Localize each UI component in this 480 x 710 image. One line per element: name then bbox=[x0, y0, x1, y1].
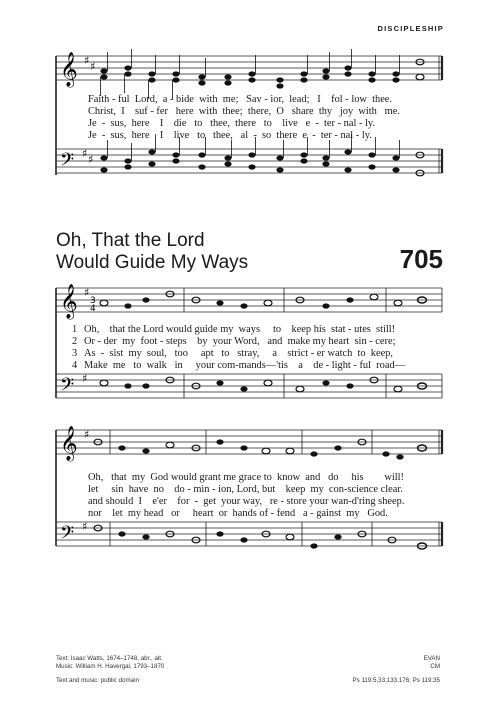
top-bass-staff bbox=[56, 149, 442, 173]
lyric-text: Or - der my foot - steps by your Word, and make my heart sin - cere; bbox=[84, 336, 396, 347]
credits bbox=[56, 655, 164, 671]
s1-bass-notes bbox=[100, 377, 427, 392]
verse-number: 4 bbox=[72, 360, 78, 371]
svg-text:𝄞: 𝄞 bbox=[60, 284, 78, 319]
system1-lyrics bbox=[72, 324, 442, 374]
verse-number: 1 bbox=[72, 324, 78, 335]
hymn-title bbox=[56, 230, 248, 274]
hymn-title-line-2: Would Guide My Ways bbox=[56, 252, 249, 273]
lyric-line: Oh, that my God would grant me grace to know and do his will! bbox=[88, 472, 405, 483]
svg-text:♯: ♯ bbox=[84, 428, 90, 441]
system2-lyrics bbox=[88, 472, 443, 522]
lyric-line bbox=[72, 360, 405, 372]
music-credit: Music: William H. Havergal, 1793–1870 bbox=[56, 663, 165, 670]
verse-number: 2 bbox=[72, 336, 78, 347]
lyric-text: Oh, that the Lord would guide my ways to keep his stat - utes still! bbox=[84, 324, 396, 335]
hymn-number: 705 bbox=[399, 244, 443, 274]
scripture-refs: Ps 119:5,33,133,176; Ps 119:35 bbox=[352, 677, 440, 684]
verse-number: 3 bbox=[72, 348, 78, 359]
copyright: Text and music: public domain bbox=[56, 677, 139, 684]
svg-text:♯: ♯ bbox=[84, 286, 90, 299]
lyric-line bbox=[72, 348, 393, 360]
lyric-line: Faith - ful Lord, a - bide with me; Sav - ior, lead; I fol - low thee. bbox=[88, 94, 393, 105]
text-credit: Text: Isaac Watts, 1674–1748, abr., alt. bbox=[56, 655, 163, 662]
svg-text:♯: ♯ bbox=[84, 54, 90, 67]
svg-text:♯: ♯ bbox=[82, 520, 88, 533]
section-label: DISCIPLESHIP bbox=[377, 24, 444, 33]
svg-text:4: 4 bbox=[90, 304, 96, 314]
lyric-line: Je - sus, here I live to thee, al - so there e - ter - nal - ly. bbox=[88, 130, 372, 141]
svg-text:𝄢: 𝄢 bbox=[60, 375, 75, 400]
top-lyrics bbox=[88, 94, 448, 144]
lyric-text: Make me to walk in your com-mands—'tis a de - light - ful road— bbox=[84, 360, 406, 371]
svg-text:♯: ♯ bbox=[82, 372, 88, 385]
s1-bass-staff bbox=[56, 374, 442, 398]
lyric-line: let sin have no do - min - ion, Lord, but keep my con-science clear. bbox=[88, 484, 403, 495]
svg-text:𝄢: 𝄢 bbox=[60, 523, 75, 548]
treble-clef-icon: 𝄞 bbox=[60, 52, 78, 87]
meter: CM bbox=[430, 663, 440, 670]
tune-name: EVAN bbox=[423, 655, 440, 662]
lyric-line bbox=[72, 324, 395, 336]
svg-text:3: 3 bbox=[90, 296, 96, 306]
hymn-title-line-1: Oh, That the Lord bbox=[56, 230, 205, 251]
svg-text:♯: ♯ bbox=[82, 147, 88, 160]
bass-clef-icon: 𝄢 bbox=[60, 150, 75, 175]
svg-text:𝄞: 𝄞 bbox=[60, 426, 78, 461]
lyric-line bbox=[72, 336, 395, 348]
tune-info bbox=[424, 655, 440, 671]
svg-text:♯: ♯ bbox=[90, 60, 96, 73]
lyric-line: Je - sus, here I die to thee, there to live e - ter - nal - ly. bbox=[88, 118, 375, 129]
s2-bass-notes bbox=[94, 525, 427, 549]
lyric-line: and should I e'er for - get your way, re - store your wan-d'ring sheep. bbox=[88, 496, 405, 507]
svg-text:♯: ♯ bbox=[88, 153, 94, 166]
lyric-text: As - sist my soul, too apt to stray, a strict - er watch to keep, bbox=[84, 348, 393, 359]
s2-bass-staff bbox=[56, 522, 442, 546]
lyric-line: Christ, I suf - fer here with thee; there, O share thy joy with me. bbox=[88, 106, 400, 117]
lyric-line: nor let my head or heart or hands of - fend a - gainst my God. bbox=[88, 508, 388, 519]
